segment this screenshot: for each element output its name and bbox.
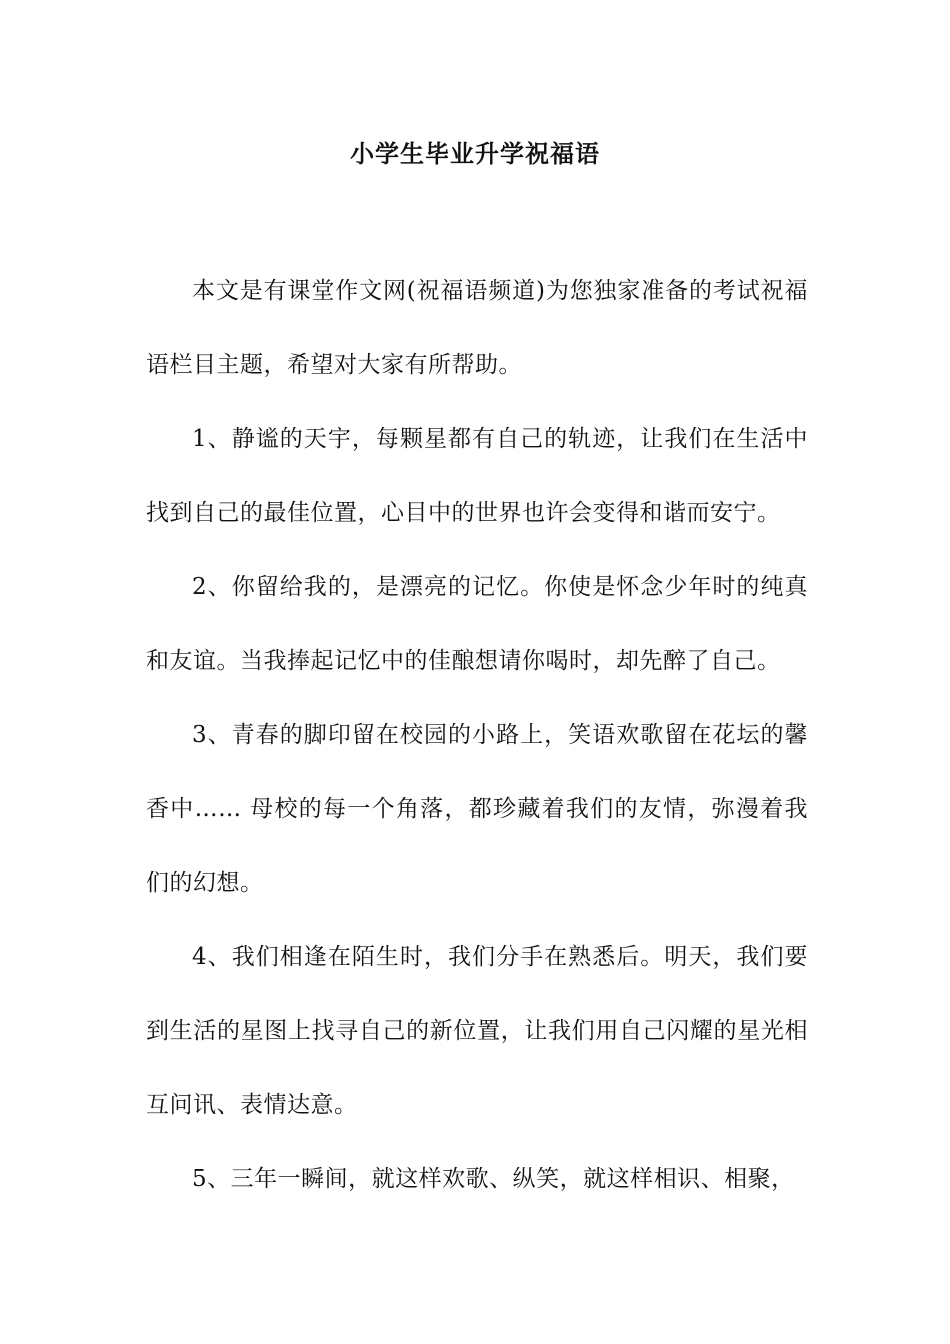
blessing-paragraph-2: 2、你留给我的，是漂亮的记忆。你使是怀念少年时的纯真和友谊。当我捧起记忆中的佳酿想请你喝时，却先醉了自己。 (146, 574, 808, 674)
document-body (146, 254, 808, 1216)
blessing-paragraph-1: 1、静谧的天宇，每颗星都有自己的轨迹，让我们在生活中找到自己的最佳位置，心目中的世界也许会变得和谐而安宁。 (146, 426, 808, 526)
blessing-paragraph-4: 4、我们相逢在陌生时，我们分手在熟悉后。明天，我们要到生活的星图上找寻自己的新位置，让我们用自己闪耀的星光相互问讯、表情达意。 (146, 944, 808, 1118)
document-title: 小学生毕业升学祝福语 (350, 140, 600, 168)
intro-paragraph: 本文是有课堂作文网(祝福语频道)为您独家准备的考试祝福语栏目主题，希望对大家有所帮助。 (146, 278, 808, 378)
blessing-paragraph-5: 5、三年一瞬间，就这样欢歌、纵笑，就这样相识、相聚， (192, 1166, 795, 1192)
blessing-paragraph-3: 3、青春的脚印留在校园的小路上，笑语欢歌留在花坛的馨香中…… 母校的每一个角落，都珍藏着我们的友情，弥漫着我们的幻想。 (146, 722, 808, 896)
